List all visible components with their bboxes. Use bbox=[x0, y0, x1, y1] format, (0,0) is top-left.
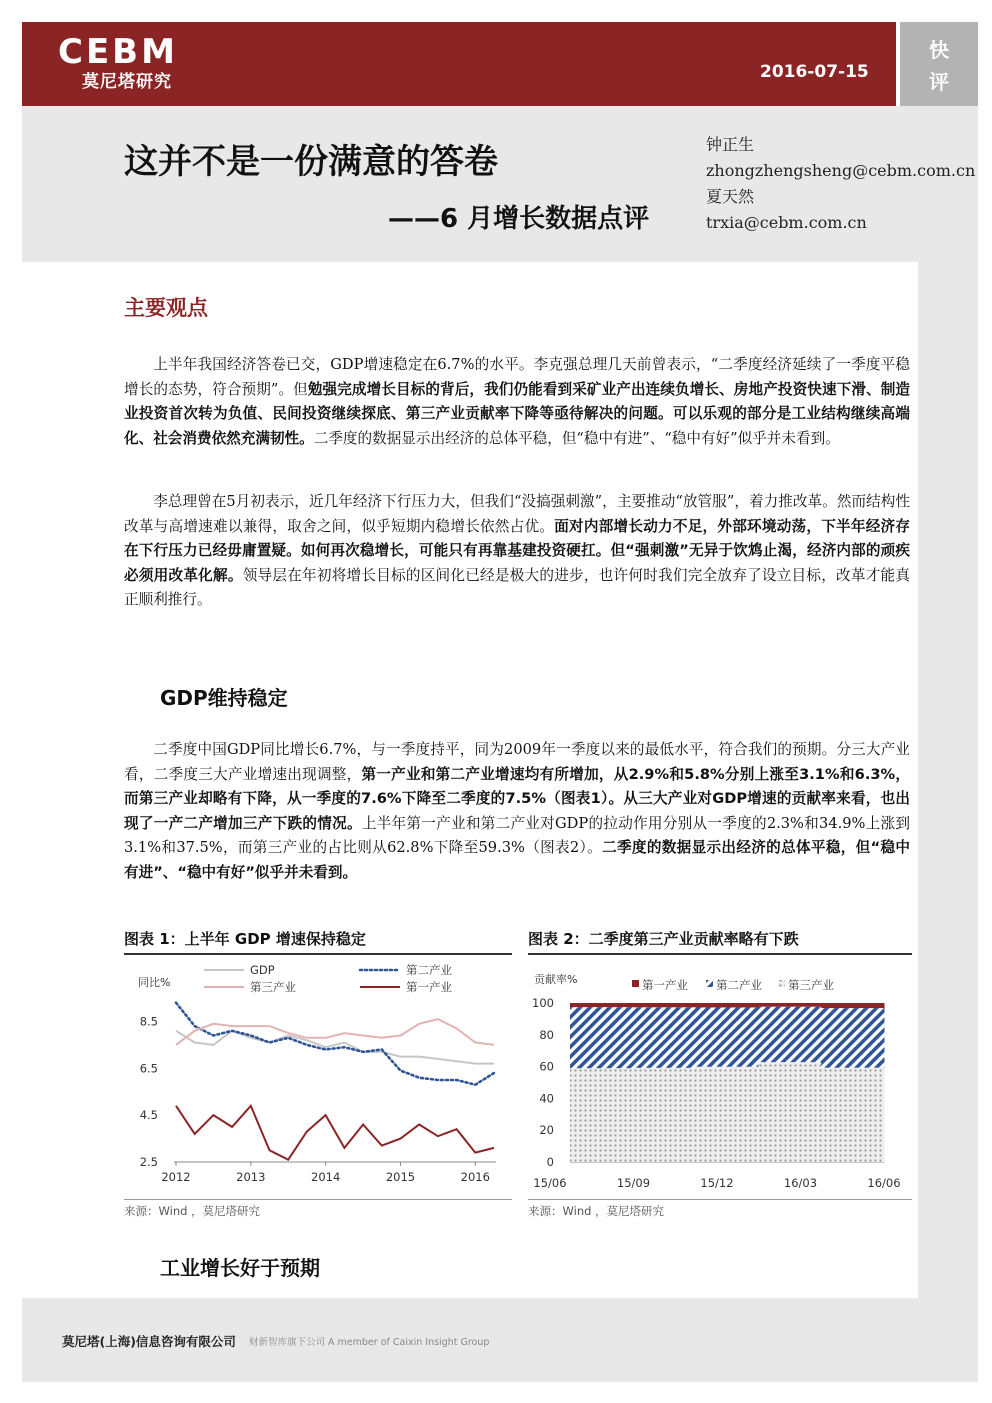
report-date: 2016-07-15 bbox=[760, 62, 869, 82]
report-subtitle: ——6 月增长数据点评 bbox=[388, 204, 650, 234]
p3-text-c: 上半年第一产业和第二产业对GDP的拉动作用分别从一季度的2.3%和34.9%上涨到3.1%和37.5%，而第三产业的占比则从62.8%下降至59.3%（图表2）。 bbox=[124, 814, 910, 856]
report-type-tag bbox=[900, 22, 978, 106]
stacked-bar-segment bbox=[633, 1003, 696, 1007]
x-tick-label: 15/12 bbox=[700, 1176, 734, 1190]
legend-label: 第一产业 bbox=[642, 978, 688, 992]
y-tick-label: 4.5 bbox=[139, 1108, 158, 1123]
x-tick-label: 16/06 bbox=[867, 1176, 901, 1190]
figure-1-source-rule bbox=[124, 1199, 512, 1200]
series-line bbox=[176, 1106, 494, 1160]
y-tick-label: 6.5 bbox=[139, 1061, 158, 1076]
series-line bbox=[176, 1003, 494, 1085]
report-title: 这并不是一份满意的答卷 bbox=[124, 142, 498, 182]
footer-company: 莫尼塔(上海)信息咨询有限公司 bbox=[62, 1334, 236, 1349]
x-tick-label: 2013 bbox=[236, 1170, 266, 1184]
y-axis-label: 同比% bbox=[138, 976, 171, 989]
main-points-heading: 主要观点 bbox=[124, 296, 208, 320]
report-type-label bbox=[900, 34, 978, 98]
p1-text-a: 上半年我国经济答卷已交，GDP增速稳定在6.7%的水平。李克强总理几天前曾表示，“二季度经济延续了一季度平稳增长的态势，符合预期”。但 bbox=[124, 356, 910, 398]
right-margin-strip bbox=[918, 262, 978, 1298]
logo-subtitle: 莫尼塔研究 bbox=[82, 72, 172, 92]
figure-1-line-chart bbox=[124, 958, 512, 1196]
author-email[interactable]: zhongzhengsheng@cebm.com.cn bbox=[706, 161, 976, 180]
p1-text-c: 二季度的数据显示出经济的总体平稳，但“稳中有进”、“稳中有好”似乎并未看到。 bbox=[313, 429, 840, 447]
x-tick-label: 2012 bbox=[161, 1170, 191, 1184]
stacked-bar-segment bbox=[696, 1003, 759, 1007]
stacked-bar-segment bbox=[570, 1003, 633, 1007]
y-axis-label: 贡献率% bbox=[534, 973, 578, 986]
author-block bbox=[706, 132, 975, 236]
footer-member-note: 财新智库旗下公司 A member of Caixin Insight Group bbox=[249, 1337, 490, 1348]
x-tick-label: 2015 bbox=[385, 1170, 416, 1184]
p3-text-bold: 第一产业和第二产业增速均有所增加，从2.9%和5.8%分别上涨至3.1%和6.3%，而第三产业却略有下降，从一季度的7.6%下降至二季度的7.5%（图表1）。从三大产业对GDP增速的贡献率来看，也出现了一产二产增加三产下跌的情况。 bbox=[124, 765, 910, 832]
p2-text-a: 李总理曾在5月初表示，近几年经济下行压力大，但我们“没搞强刺激”，主要推动“放管服”，着力推改革。然而结构性改革与高增速难以兼得，取舍之间，似乎短期内稳增长依然占优。 bbox=[124, 493, 910, 535]
gdp-section-heading: GDP维持稳定 bbox=[160, 686, 288, 710]
figure-2-source-rule bbox=[528, 1199, 912, 1200]
figure-2-stacked-bar-chart bbox=[528, 958, 912, 1196]
p3-text-bold-2: 二季度的数据显示出经济的总体平稳，但“稳中有进”、“稳中有好”似乎并未看到。 bbox=[124, 839, 910, 881]
x-tick-label: 2016 bbox=[460, 1170, 490, 1184]
p1-text-bold: 勉强完成增长目标的背后，我们仍能看到采矿业产出连续负增长、房地产投资快速下滑、制造业投资首次转为负值、民间投资继续探底、第三产业贡献率下降等亟待解决的问题。可以乐观的部分是工业结构继续高端化、社会消费依然充满韧性。 bbox=[124, 380, 910, 447]
stacked-bar-segment bbox=[758, 1003, 821, 1007]
legend-label: 第三产业 bbox=[788, 978, 834, 992]
p3-text-a: 二季度中国GDP同比增长6.7%，与一季度持平，同为2009年一季度以来的最低水平，符合我们的预期。分三大产业看，二季度三大产业增速出现调整， bbox=[124, 741, 910, 783]
legend-label: 第二产业 bbox=[716, 978, 762, 992]
tag-line-2: 评 bbox=[929, 70, 949, 94]
legend-label: 第一产业 bbox=[406, 980, 452, 994]
stacked-bar-segment bbox=[570, 1068, 633, 1162]
y-tick-label: 60 bbox=[539, 1059, 554, 1074]
paragraph-1 bbox=[124, 353, 910, 451]
author-name: 夏天然 bbox=[706, 187, 755, 206]
y-tick-label: 0 bbox=[546, 1155, 554, 1169]
legend-label: 第二产业 bbox=[406, 963, 452, 977]
figure-2-source: 来源：Wind ，莫尼塔研究 bbox=[528, 1204, 665, 1218]
legend-swatch bbox=[778, 980, 785, 987]
stacked-bar-segment bbox=[570, 1007, 633, 1068]
paragraph-3 bbox=[124, 738, 910, 885]
p2-text-bold: 面对内部增长动力不足，外部环境动荡，下半年经济存在下行压力已经毋庸置疑。如何再次稳增长，可能只有再靠基建投资硬扛。但“强刺激”无异于饮鸩止渴，经济内部的顽疾必须用改革化解。 bbox=[124, 517, 911, 584]
x-tick-label: 15/06 bbox=[533, 1176, 567, 1190]
p2-text-c: 领导层在年初将增长目标的区间化已经是极大的进步，也许何时我们完全放弃了设立目标，改革才能真正顺利推行。 bbox=[124, 566, 910, 608]
figure-2-title: 图表 2：二季度第三产业贡献率略有下跌 bbox=[528, 930, 799, 948]
stacked-bar-segment bbox=[821, 1003, 884, 1008]
stacked-bar-segment bbox=[633, 1007, 696, 1068]
y-tick-label: 40 bbox=[539, 1091, 554, 1106]
stacked-bar-segment bbox=[696, 1067, 759, 1162]
paragraph-2 bbox=[124, 490, 910, 613]
author-name: 钟正生 bbox=[706, 135, 755, 154]
stacked-bar-segment bbox=[758, 1007, 821, 1062]
figure-1-source: 来源：Wind ，莫尼塔研究 bbox=[124, 1204, 261, 1218]
y-tick-label: 80 bbox=[539, 1027, 554, 1042]
y-tick-label: 20 bbox=[539, 1123, 554, 1138]
author-email[interactable]: trxia@cebm.com.cn bbox=[706, 213, 867, 232]
stacked-bar-segment bbox=[633, 1068, 696, 1162]
figure-2-rule bbox=[528, 953, 912, 955]
x-tick-label: 15/09 bbox=[616, 1176, 651, 1190]
y-tick-label: 8.5 bbox=[139, 1014, 158, 1029]
legend-swatch bbox=[706, 980, 713, 987]
stacked-bar-segment bbox=[821, 1008, 884, 1068]
x-tick-label: 16/03 bbox=[783, 1176, 818, 1190]
y-tick-label: 2.5 bbox=[139, 1155, 158, 1169]
stacked-bar-segment bbox=[758, 1062, 821, 1162]
logo: CEBM bbox=[58, 32, 178, 72]
stacked-bar-segment bbox=[696, 1007, 759, 1066]
legend-label: 第三产业 bbox=[250, 980, 296, 994]
figure-1-title: 图表 1：上半年 GDP 增速保持稳定 bbox=[124, 930, 366, 948]
tag-line-1: 快 bbox=[929, 38, 949, 62]
industry-section-heading: 工业增长好于预期 bbox=[160, 1256, 320, 1280]
stacked-bar-segment bbox=[821, 1068, 884, 1162]
legend-label: GDP bbox=[250, 963, 275, 977]
figure-1-rule bbox=[124, 953, 512, 955]
x-tick-label: 2014 bbox=[311, 1170, 341, 1184]
y-tick-label: 100 bbox=[532, 996, 554, 1010]
legend-swatch bbox=[632, 980, 639, 987]
